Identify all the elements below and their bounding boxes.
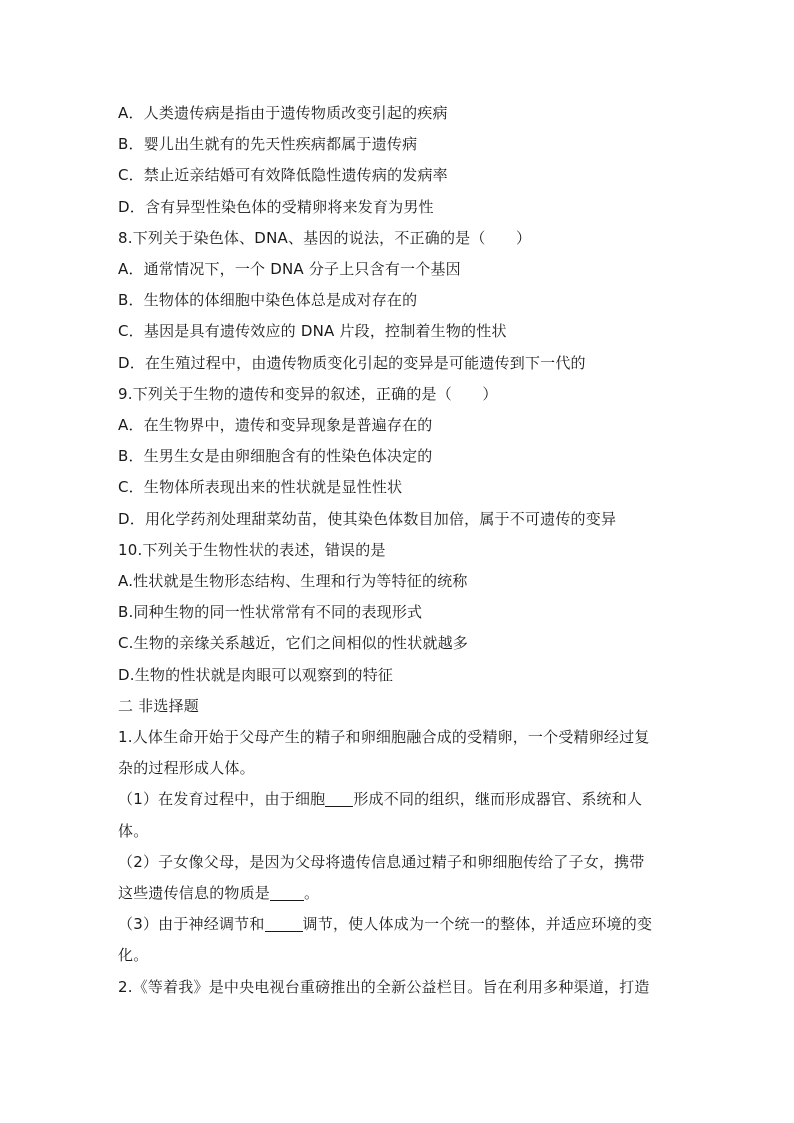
- q10-stem: 10.下列关于生物性状的表述，错误的是: [118, 540, 386, 559]
- answer-blank-3[interactable]: [265, 913, 303, 932]
- nq1-part3: [118, 909, 678, 940]
- q9-option-b: B．生男生女是由卵细胞含有的性染色体决定的: [118, 447, 433, 466]
- nq1-part1-line2: 体。: [118, 821, 149, 840]
- nq1-part2-text-before: 这些遗传信息的物质是: [118, 884, 271, 903]
- q8-option-a: A．通常情况下，一个 DNA 分子上只含有一个基因: [118, 260, 461, 279]
- q10-option-a: A.性状就是生物形态结构、生理和行为等特征的统称: [118, 572, 468, 591]
- q7-option-c: C．禁止近亲结婚可有效降低隐性遗传病的发病率: [118, 166, 448, 185]
- q8-option-c: C．基因是具有遗传效应的 DNA 片段，控制着生物的性状: [118, 322, 507, 341]
- nq1-stem-line2: 杂的过程形成人体。: [118, 759, 255, 778]
- nq1-part1-text-before: （1）在发育过程中，由于细胞: [118, 790, 326, 809]
- nq1-part3-line2: 化。: [118, 946, 149, 965]
- q9-option-d: D．用化学药剂处理甜菜幼苗，使其染色体数目加倍，属于不可遗传的变异: [118, 509, 617, 528]
- q8-option-d: D．在生殖过程中，由遗传物质变化引起的变异是可能遗传到下一代的: [118, 353, 586, 372]
- question-content: [118, 98, 678, 1003]
- answer-blank-2[interactable]: [270, 882, 304, 901]
- nq1-part2-text-after: 。: [304, 884, 320, 903]
- q10-option-d: D.生物的性状就是肉眼可以观察到的特征: [118, 665, 394, 684]
- section-title: 二 非选择题: [118, 696, 199, 715]
- nq1-stem-line1: 1.人体生命开始于父母产生的精子和卵细胞融合成的受精卵，一个受精卵经过复: [118, 728, 650, 747]
- nq2-stem-line1: 2.《等着我》是中央电视台重磅推出的全新公益栏目。旨在利用多种渠道，打造: [118, 977, 650, 996]
- q8-stem: 8.下列关于染色体、DNA、基因的说法，不正确的是（ ）: [118, 228, 532, 247]
- q10-option-c: C.生物的亲缘关系越近，它们之间相似的性状就越多: [118, 634, 469, 653]
- nq1-part1-text-after: 形成不同的组织，继而形成器官、系统和人: [353, 790, 643, 809]
- q7-option-d: D．含有异型性染色体的受精卵将来发育为男性: [118, 197, 434, 216]
- answer-blank-1[interactable]: [325, 788, 353, 807]
- q9-option-c: C．生物体所表现出来的性状就是显性性状: [118, 478, 403, 497]
- q7-option-a: A．人类遗传病是指由于遗传物质改变引起的疾病: [118, 104, 448, 122]
- nq1-part1: [118, 784, 678, 815]
- nq1-part2-line2: [118, 878, 678, 909]
- q7-option-b: B．婴儿出生就有的先天性疾病都属于遗传病: [118, 135, 418, 154]
- nq1-part2-line1: （2）子女像父母，是因为父母将遗传信息通过精子和卵细胞传给了子女，携带: [118, 852, 645, 871]
- nq1-part3-text-before: （3）由于神经调节和: [118, 915, 265, 934]
- nq1-part3-text-after: 调节，使人体成为一个统一的整体，并适应环境的变: [302, 915, 653, 934]
- q10-option-b: B.同种生物的同一性状常常有不同的表现形式: [118, 603, 423, 622]
- q9-stem: 9.下列关于生物的遗传和变异的叙述，正确的是（ ）: [118, 384, 498, 403]
- q9-option-a: A．在生物界中，遗传和变异现象是普遍存在的: [118, 416, 433, 435]
- q8-option-b: B．生物体的体细胞中染色体总是成对存在的: [118, 291, 418, 310]
